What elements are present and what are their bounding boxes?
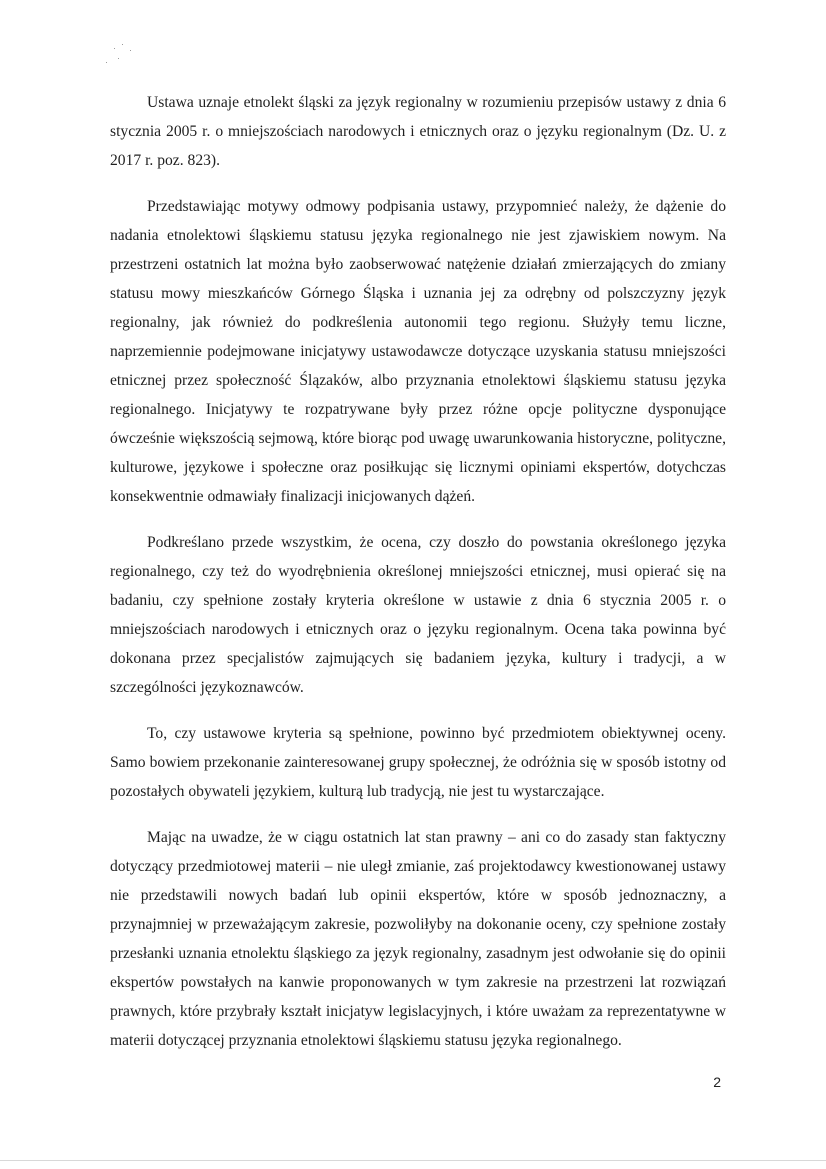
document-body: [110, 88, 726, 1072]
paragraph-4: To, czy ustawowe kryteria są spełnione, powinno być przedmiotem obiektywnej oceny. Samo bowiem przekonanie zainteresowanej grupy społecznej, że odróżnia się w sposób istotny od pozostałych obywateli językiem, kulturą lub tradycją, nie jest tu wystarczające.: [110, 725, 726, 800]
scan-speckles: [100, 40, 140, 70]
paragraph-1: Ustawa uznaje etnolekt śląski za język regionalny w rozumieniu przepisów ustawy z dnia 6 stycznia 2005 r. o mniejszościach narodowych i etnicznych oraz o języku regionalnym (Dz. U. z 2017 r. poz. 823).: [110, 94, 726, 169]
scan-bottom-edge: [0, 1160, 826, 1161]
paragraph-2: Przedstawiając motywy odmowy podpisania ustawy, przypomnieć należy, że dążenie do nadania etnolektowi śląskiemu statusu języka regionalnego nie jest zjawiskiem nowym. Na przestrzeni ostatnich lat można było zaobserwować natężenie działań zmierzających do zmiany statusu mowy mieszkańców Górnego Śląska i uznania jej za odrębny od polszczyzny język regionalny, jak również do podkreślenia autonomii tego regionu. Służyły temu liczne, naprzemiennie podejmowane inicjatywy ustawodawcze dotyczące uzyskania statusu mniejszości etnicznej przez społeczność Ślązaków, albo przyznania etnolektowi śląskiemu statusu języka regionalnego. Inicjatywy te rozpatrywane były przez różne opcje polityczne dysponujące ówcześnie większością sejmową, które biorąc pod uwagę uwarunkowania historyczne, polityczne, kulturowe, językowe i społeczne oraz posiłkując się licznymi opiniami ekspertów, dotychczas konsekwentnie odmawiały finalizacji inicjowanych dążeń.: [110, 198, 726, 505]
paragraph-3: Podkreślano przede wszystkim, że ocena, czy doszło do powstania określonego języka regionalnego, czy też do wyodrębnienia określonej mniejszości etnicznej, musi opierać się na badaniu, czy spełnione zostały kryteria określone w ustawie z dnia 6 stycznia 2005 r. o mniejszościach narodowych i etnicznych oraz o języku regionalnym. Ocena taka powinna być dokonana przez specjalistów zajmujących się badaniem języka, kultury i tradycji, a w szczególności językoznawców.: [110, 534, 726, 696]
paragraph-5: Mając na uwadze, że w ciągu ostatnich lat stan prawny – ani co do zasady stan faktyczny dotyczący przedmiotowej materii – nie uległ zmianie, zaś projektodawcy kwestionowanej ustawy nie przedstawili nowych badań lub opinii ekspertów, które w sposób jednoznaczny, a przynajmniej w przeważającym zakresie, pozwoliłyby na dokonanie oceny, czy spełnione zostały przesłanki uznania etnolektu śląskiego za język regionalny, zasadnym jest odwołanie się do opinii ekspertów powstałych na kanwie proponowanych w tym zakresie na przestrzeni lat rozwiązań prawnych, które przybrały kształt inicjatyw legislacyjnych, i które uważam za reprezentatywne w materii dotyczącej przyznania etnolektowi śląskiemu statusu języka regionalnego.: [110, 829, 726, 1049]
page-number: 2: [713, 1074, 721, 1090]
